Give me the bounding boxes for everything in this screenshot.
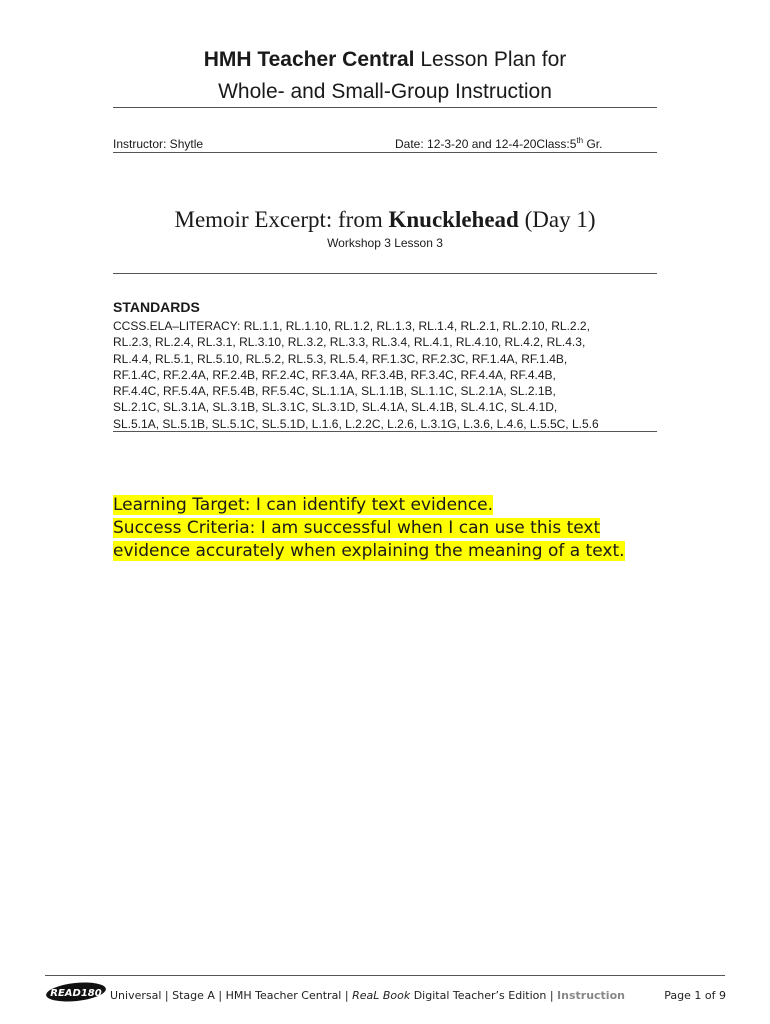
- document-subtitle: Whole- and Small-Group Instruction: [218, 80, 552, 103]
- lesson-divider: [113, 273, 657, 274]
- target-line: evidence accurately when explaining the meaning of a text.: [113, 541, 625, 561]
- standards-line: RL.4.4, RL.5.1, RL.5.10, RL.5.2, RL.5.3, RL.5.4, RF.1.3C, RF.2.3C, RF.1.4A, RF.1.4B,: [113, 351, 568, 366]
- standards-line: RF.1.4C, RF.2.4A, RF.2.4B, RF.2.4C, RF.3.4A, RF.3.4B, RF.3.4C, RF.4.4A, RF.4.4B,: [113, 367, 556, 382]
- standards-line: CCSS.ELA–LITERACY: RL.1.1, RL.1.10, RL.1.2, RL.1.3, RL.1.4, RL.2.1, RL.2.10, RL.2.2,: [113, 319, 590, 333]
- meta-row: [113, 137, 657, 151]
- standards-line: SL.2.1C, SL.3.1A, SL.3.1B, SL.3.1C, SL.3.1D, SL.4.1A, SL.4.1B, SL.4.1C, SL.4.1D,: [113, 400, 558, 415]
- instructor-label: Instructor: Shytle: [113, 137, 204, 151]
- document-title: [0, 46, 770, 74]
- standards-line: RL.2.3, RL.2.4, RL.3.1, RL.3.10, RL.3.2, RL.3.3, RL.3.4, RL.4.1, RL.4.10, RL.4.2, RL.4.3,: [113, 335, 586, 350]
- learning-target: [113, 494, 625, 563]
- svg-text:READ180: READ180: [50, 988, 102, 999]
- standards-heading: STANDARDS: [113, 299, 200, 315]
- lesson-title: Memoir Excerpt: from Knucklehead (Day 1): [174, 207, 596, 232]
- standards-divider: [113, 431, 657, 432]
- footer-text: Universal | Stage A | HMH Teacher Central | ReaL Book Digital Teacher’s Edition | Instruction Page 1 of 9: [110, 989, 726, 1002]
- standards-line: RF.4.4C, RF.5.4A, RF.5.4B, RF.5.4C, SL.1.1A, SL.1.1B, SL.1.1C, SL.2.1A, SL.2.1B,: [113, 384, 556, 399]
- lesson-subtitle: Workshop 3 Lesson 3: [327, 236, 443, 250]
- target-line: Success Criteria: I am successful when I can use this text: [113, 518, 601, 538]
- read180-logo: [45, 982, 107, 1002]
- title-bold: HMH Teacher Central: [203, 48, 415, 71]
- footer-instruction: Instruction: [557, 989, 625, 1002]
- meta-divider: [113, 152, 657, 153]
- date-label: Date: 12-3-20 and 12-4-20Class:5th Gr.: [395, 136, 603, 151]
- page-number: Page 1 of 9: [664, 989, 726, 1002]
- standards-line: SL.5.1A, SL.5.1B, SL.5.1C, SL.5.1D, L.1.6, L.2.2C, L.2.6, L.3.1G, L.3.6, L.4.6, L.5.5C, L.5.6: [113, 416, 599, 431]
- target-line: Learning Target: I can identify text evidence.: [113, 495, 494, 515]
- title-divider: [113, 107, 657, 108]
- footer-divider: [45, 975, 725, 976]
- title-rest: Lesson Plan for: [414, 48, 567, 71]
- standards-list: [113, 318, 673, 432]
